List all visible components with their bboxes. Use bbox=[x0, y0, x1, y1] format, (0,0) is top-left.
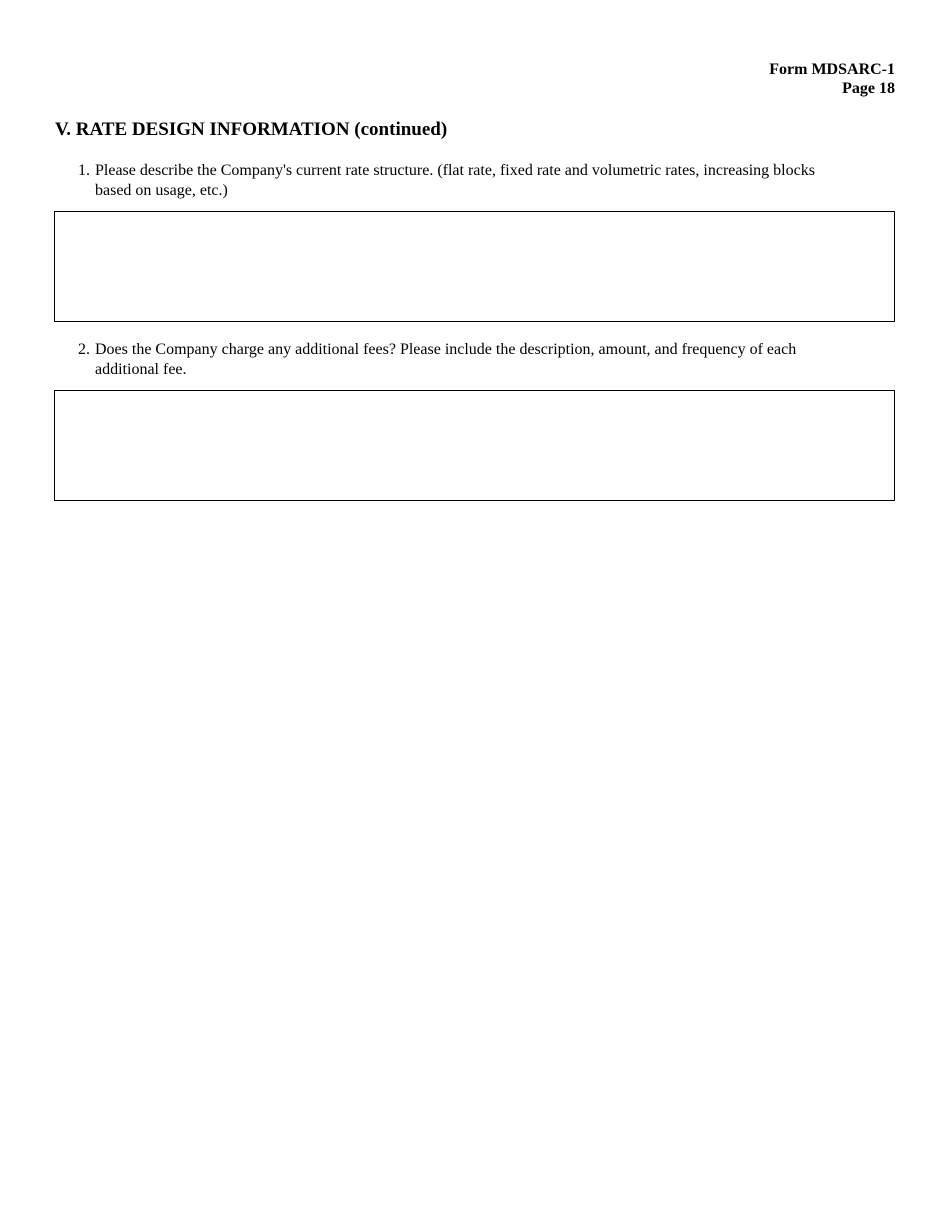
answer-box-1[interactable] bbox=[54, 211, 895, 322]
form-header bbox=[769, 60, 895, 98]
question-1 bbox=[78, 161, 838, 200]
question-number: 1. bbox=[78, 162, 90, 179]
answer-box-2[interactable] bbox=[54, 390, 895, 501]
page-number: Page 18 bbox=[842, 80, 895, 97]
question-2 bbox=[78, 340, 838, 379]
form-id: Form MDSARC-1 bbox=[769, 61, 895, 78]
question-text: Please describe the Company's current rate structure. (flat rate, fixed rate and volumetric rates, increasing blocks based on usage, etc.) bbox=[95, 162, 815, 199]
section-title: V. RATE DESIGN INFORMATION (continued) bbox=[55, 119, 448, 140]
question-number: 2. bbox=[78, 341, 90, 358]
question-text: Does the Company charge any additional fees? Please include the description, amount, and frequency of each additional fee. bbox=[95, 341, 797, 378]
